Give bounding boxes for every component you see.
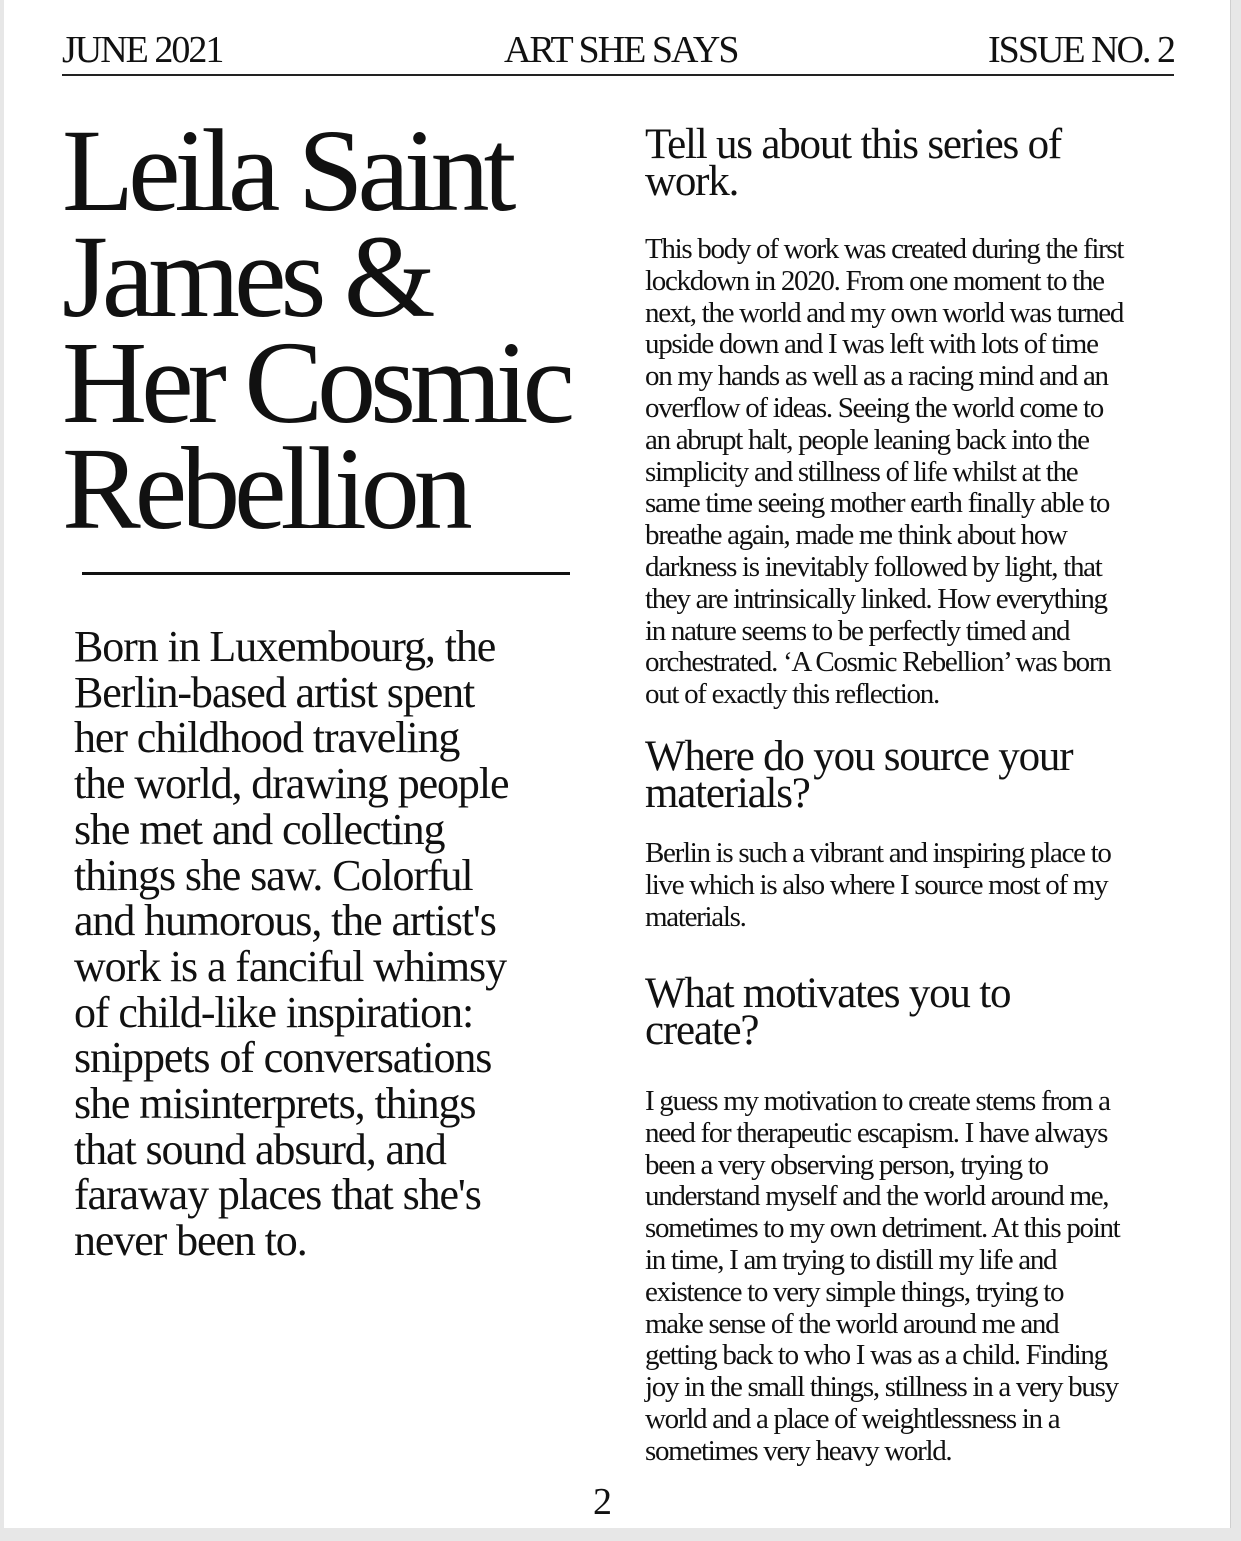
magazine-page <box>4 0 1231 1528</box>
answer-paragraph: This body of work was created during the first lockdown in 2020. From one moment to the next, the world and my own world was turned upside down and I was left with lots of time on my hands as well as a racing mind and an overflow of ideas. Seeing the world come to an abrupt halt, people leaning back into the simplicity and stillness of life whilst at the same time seeing mother earth finally able to breathe again, made me think about how darkness is inevitably followed by light, that they are intrinsically linked. How everything in nature seems to be perfectly timed and orchestrated. ‘A Cosmic Rebellion’ was born out of exactly this reflection. <box>645 233 1124 711</box>
answer-paragraph: Berlin is such a vibrant and inspiring place to live which is also where I source most of my materials. <box>645 837 1111 933</box>
question-heading: Tell us about this series of work. <box>645 121 1062 205</box>
left-column <box>62 105 582 1266</box>
page-number: 2 <box>593 1481 612 1523</box>
title-divider <box>82 572 570 575</box>
issue-date: JUNE 2021 <box>62 29 223 71</box>
article-title: Leila Saint James & Her Cosmic Rebellion <box>62 105 569 554</box>
issue-number: ISSUE NO. 2 <box>988 29 1174 71</box>
page-header <box>62 28 1174 76</box>
answer-paragraph: I guess my motivation to create stems from a need for therapeutic escapism. I have always been a very observing person, trying to understand myself and the world around me, sometimes to my own detriment. At this point in time, I am trying to distill my life and existence to very simple things, trying to make sense of the world around me and getting back to who I was as a child. Finding joy in the small things, stillness in a very busy world and a place of weightlessness in a sometimes very heavy world. <box>645 1085 1120 1467</box>
question-heading: What motivates you to create? <box>645 970 1011 1054</box>
article-intro: Born in Luxembourg, the Berlin-based artist spent her childhood traveling the world, drawing people she met and collecting things she saw. Colorful and humorous, the artist's work is a fanciful whimsy of child-like inspiration: snippets of conversations she misinterprets, things that sound absurd, and faraway places that she's never been to. <box>74 622 509 1266</box>
question-heading: Where do you source your materials? <box>645 733 1073 817</box>
publication-name: ART SHE SAYS <box>504 29 738 71</box>
